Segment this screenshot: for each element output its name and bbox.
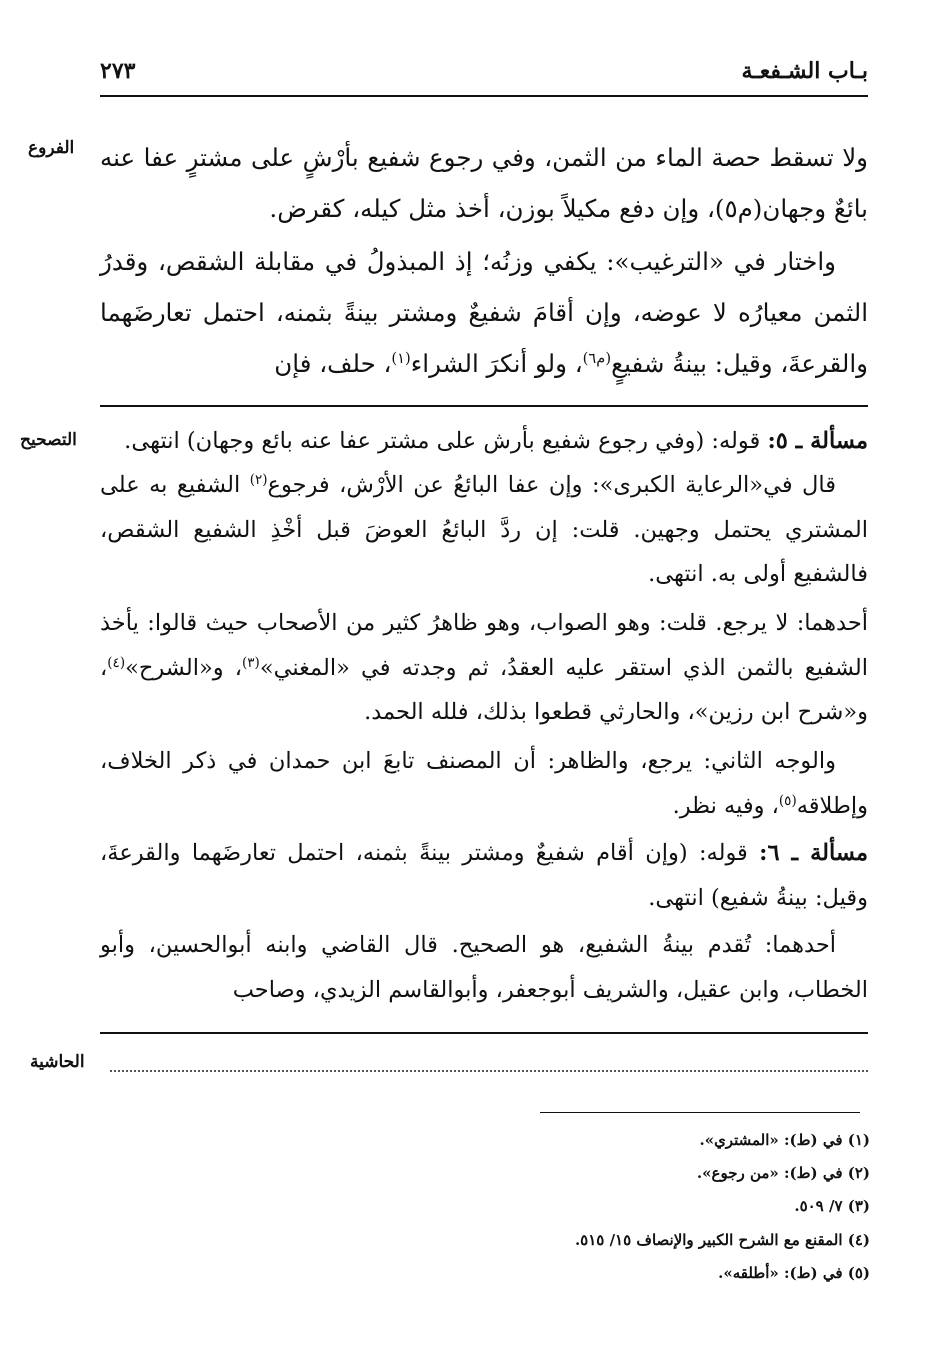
footnote-ref-4: (٤) <box>107 654 126 671</box>
tashih-p5-text-mid: ، و«الشرح» <box>125 654 242 681</box>
furu-p1-text: ولا تسقط حصة الماء من الثمن، وفي رجوع شفيع بأرْشٍ على مشترٍ عفا عنه بائعٌ وجهان <box>100 143 869 223</box>
tashih-p6-text: والوجه الثاني: يرجع، والظاهر: أن المصنف تابعَ ابن حمدان في ذكر الخلاف، وإطلاقه <box>100 748 868 819</box>
furu-paragraph-1 <box>100 132 868 234</box>
page-number: ٢٧٣ <box>100 58 136 84</box>
margin-label-furu: الفروع <box>28 138 75 158</box>
tashih-p6-text-end: ، وفيه نظر. <box>672 792 779 819</box>
furu-p1-text-end: ، وإن دفع مكيلاً بوزن، أخذ مثل كيله، كقرض. <box>269 194 715 223</box>
tashih-paragraph-3 <box>100 601 868 735</box>
footnote-3: (٣) ٧/ ٥٠٩. <box>794 1197 870 1215</box>
furu-p2-text-mid: ، ولو أنكرَ الشراء <box>410 349 583 378</box>
masala-5-heading: مسألة ـ ٥: <box>767 428 868 454</box>
footnote-2: (٢) في (ط): «من رجوع». <box>696 1164 870 1182</box>
furu-p2-text: واختار في «الترغيب»: يكفي وزنُه؛ إذ المبذولُ في مقابلة الشقص، وقدرُ الثمن معيارُه لا عوضه، وإن أقامَ شفيعٌ ومشتر بينةً بثمنه، احتمل تعارضَهما والقرعةَ، وقيل: بينةُ شفيعٍ <box>100 247 868 378</box>
furu-paragraph-2 <box>100 236 868 393</box>
tashih-paragraph-2 <box>100 463 868 597</box>
section-divider-bottom <box>100 1032 868 1034</box>
margin-label-hashiya: الحاشية <box>30 1052 85 1072</box>
header-rule <box>100 95 868 97</box>
footnote-5: (٥) في (ط): «أطلقه». <box>718 1264 870 1282</box>
footnote-4: (٤) المقنع مع الشرح الكبير والإنصاف ١٥/ ٥١٥. <box>574 1231 870 1249</box>
footnote-rule <box>540 1112 860 1113</box>
tashih-p4-text: قال في«الرعاية الكبرى»: وإن عفا البائعُ عن الأرْش، فرجوع <box>267 472 837 498</box>
furu-p1-ref: (م٥) <box>714 194 763 223</box>
footnote-ref-1: (١) <box>391 350 411 368</box>
tashih-paragraph-4 <box>100 739 868 828</box>
tashih-paragraph-1 <box>100 419 868 464</box>
footnote-1: (١) في (ط): «المشتري». <box>699 1131 870 1149</box>
margin-label-tashih: التصحيح <box>20 430 77 450</box>
running-header-title: بـاب الشـفعـة <box>741 58 868 84</box>
section-divider <box>100 405 868 407</box>
tashih-p3-text: قوله: (وفي رجوع شفيع بأرش على مشتر عفا عنه بائع وجهان) انتهى. <box>124 428 768 454</box>
furu-p2-text-end: ، حلف، فإن <box>274 349 392 378</box>
hashiya-dotted-line <box>110 1070 868 1072</box>
furu-p2-ref: (م٦) <box>582 350 612 368</box>
tashih-p5-text: أحدهما: لا يرجع. قلت: وهو الصواب، وهو ظاهرُ كثير من الأصحاب حيث قالوا: يأخذ الشفيع بالثمن الذي استقر عليه العقدُ، ثم وجدته في «المغني» <box>100 610 868 681</box>
tashih-p4-text-end: الشفيع به على المشتري يحتمل وجهين. قلت: إن ردَّ البائعُ العوضَ قبل أخْذِ الشفيع الشقص، فالشفيع أولى به. انتهى. <box>100 472 868 587</box>
tashih-paragraph-6: أحدهما: تُقدم بينةُ الشفيع، هو الصحيح. قال القاضي وابنه أبوالحسين، وأبو الخطاب، وابن عقيل، والشريف أبوجعفر، وأبوالقاسم الزيدي، وصاحب <box>100 932 868 1003</box>
masala-6-heading: مسألة ـ ٦: <box>759 840 868 866</box>
footnote-ref-5: (٥) <box>778 792 797 809</box>
tashih-p7-text: قوله: (وإن أقام شفيعٌ ومشتر بينةً بثمنه، احتمل تعارضَهما والقرعةَ، وقيل: بينةُ شفيع) انتهى. <box>100 840 868 911</box>
footnote-ref-2: (٢) <box>249 471 268 488</box>
tashih-p5-text-end: ، و«شرح ابن رزين»، والحارثي قطعوا بذلك، فلله الحمد. <box>100 654 868 725</box>
footnote-ref-3: (٣) <box>241 654 260 671</box>
tashih-paragraph-5 <box>100 831 868 920</box>
